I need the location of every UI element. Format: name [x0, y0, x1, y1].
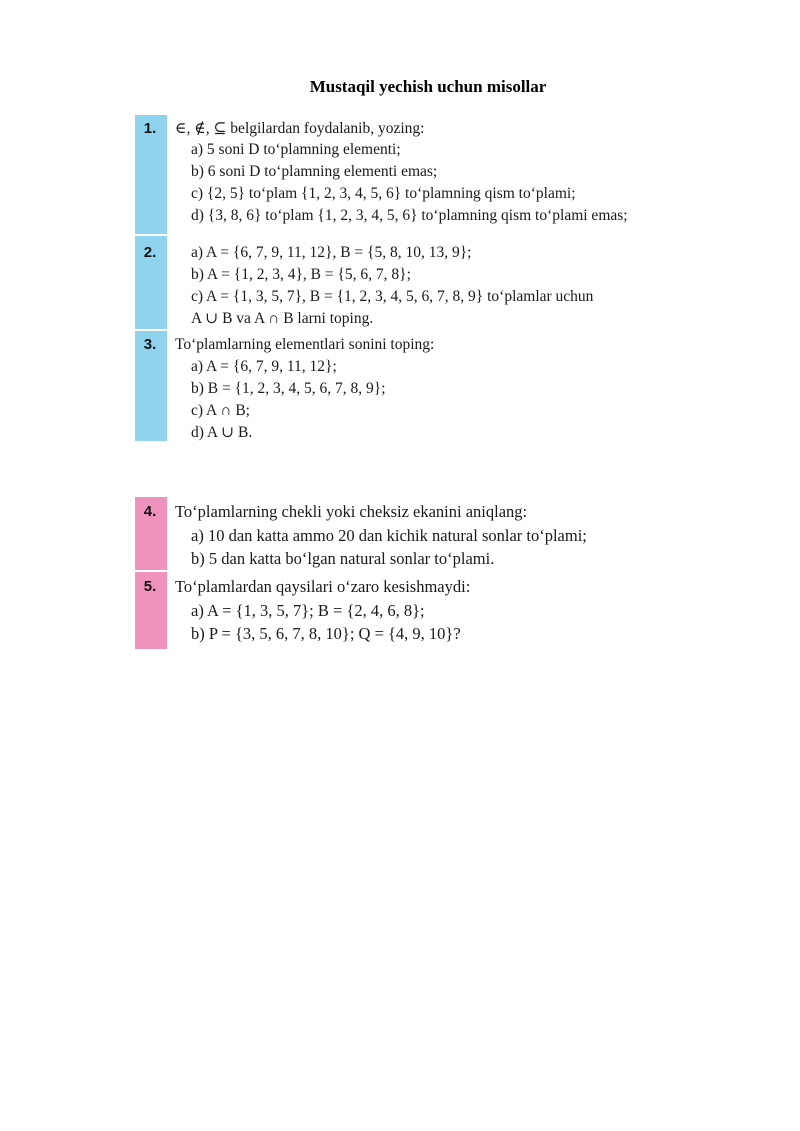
separator [135, 234, 720, 236]
exercise-line: d) {3, 8, 6} to‘plam {1, 2, 3, 4, 5, 6} to‘plamning qism to‘plami emas; [191, 207, 628, 224]
exercise-line: b) 6 soni D to‘plamning elementi emas; [191, 163, 438, 180]
exercise-line: c) {2, 5} to‘plam {1, 2, 3, 4, 5, 6} to‘plamning qism to‘plami; [191, 185, 576, 202]
page-title: Mustaqil yechish uchun misollar [309, 77, 547, 96]
exercise-group-blue [135, 115, 720, 441]
exercise-number: 2. [143, 244, 157, 261]
exercise-line: A ∪ B va A ∩ B larni toping. [191, 310, 374, 327]
exercise-line: b) 5 dan katta bo‘lgan natural sonlar to‘plami. [191, 549, 495, 568]
exercise-line: c) A ∩ B; [191, 402, 250, 419]
exercise-line: b) B = {1, 2, 3, 4, 5, 6, 7, 8, 9}; [191, 380, 386, 397]
separator [135, 570, 720, 572]
exercise-number: 1. [143, 120, 157, 137]
exercise-line: a) 10 dan katta ammo 20 dan kichik natural sonlar to‘plami; [191, 526, 587, 545]
exercise-line: To‘plamlarning chekli yoki cheksiz ekanini aniqlang: [175, 502, 528, 521]
exercise-line: a) 5 soni D to‘plamning elementi; [191, 141, 401, 158]
exercise-line: a) A = {1, 3, 5, 7}; B = {2, 4, 6, 8}; [191, 601, 425, 620]
exercise-line: d) A ∪ B. [191, 424, 253, 441]
separator [135, 329, 720, 331]
exercise-group-pink [135, 497, 720, 649]
exercise-line: To‘plamlarning elementlari sonini toping: [175, 336, 435, 353]
exercise-line: To‘plamlardan qaysilari o‘zaro kesishmaydi: [175, 577, 471, 596]
exercise-line: b) P = {3, 5, 6, 7, 8, 10}; Q = {4, 9, 10}? [191, 624, 461, 643]
color-bar [135, 115, 167, 441]
exercise-line: b) A = {1, 2, 3, 4}, B = {5, 6, 7, 8}; [191, 266, 411, 283]
exercise-line: a) A = {6, 7, 9, 11, 12}, B = {5, 8, 10, 13, 9}; [191, 244, 472, 261]
exercise-number: 3. [143, 336, 157, 353]
exercise-line: c) A = {1, 3, 5, 7}, B = {1, 2, 3, 4, 5, 6, 7, 8, 9} to‘plamlar uchun [191, 288, 594, 305]
exercise-line: ∈, ∉, ⊆ belgilardan foydalanib, yozing: [175, 120, 425, 137]
exercise-line: a) A = {6, 7, 9, 11, 12}; [191, 358, 337, 375]
exercise-number: 5. [143, 578, 157, 595]
exercise-number: 4. [143, 503, 157, 520]
